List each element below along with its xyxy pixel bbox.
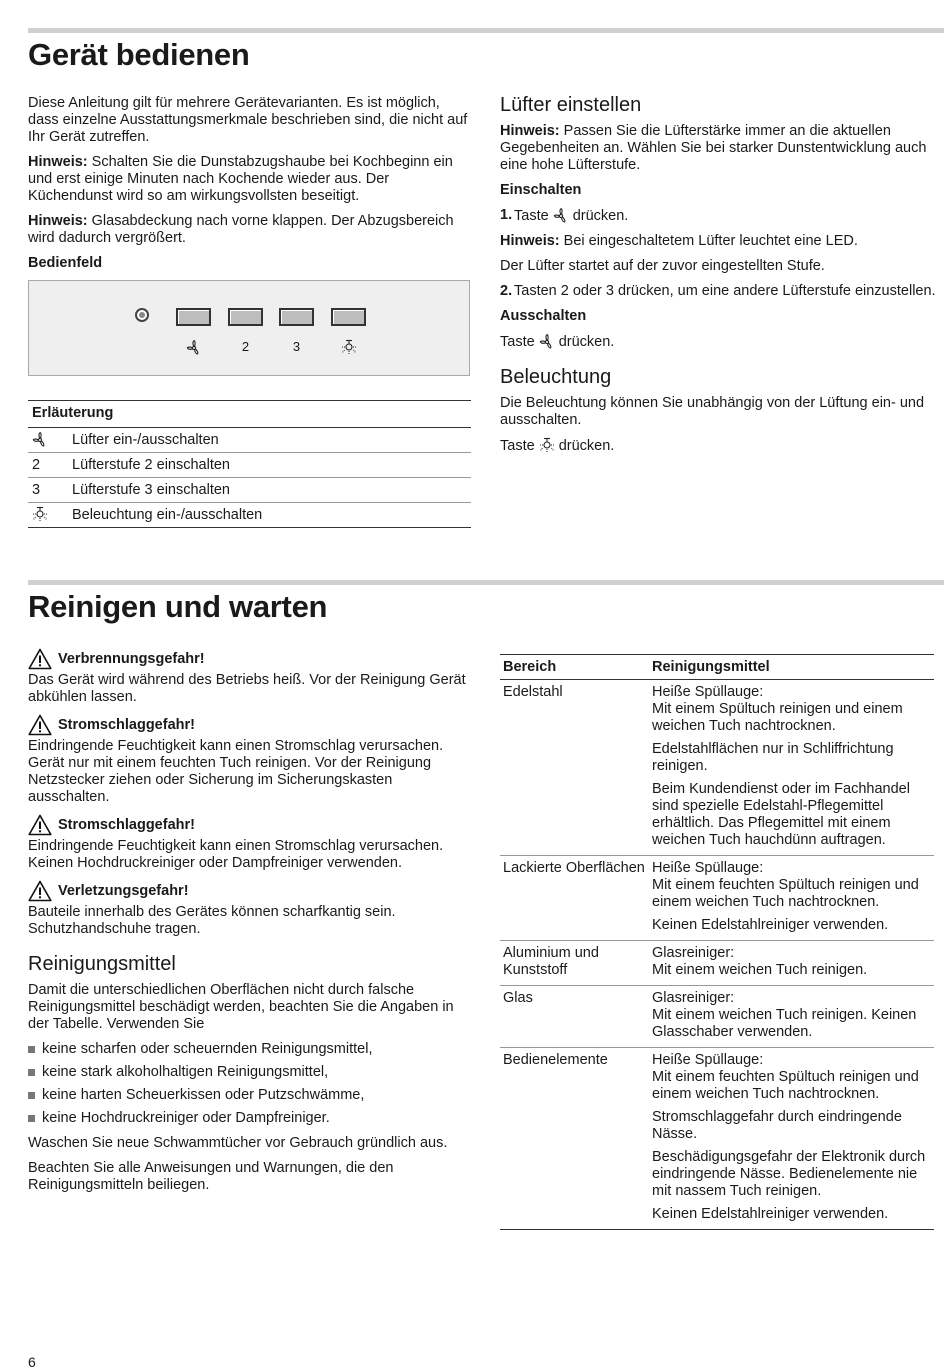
- table-header: Bereich: [500, 655, 649, 680]
- fan-heading: Lüfter einstellen: [500, 94, 642, 116]
- note-label: Hinweis:: [28, 154, 88, 170]
- agent-cell: [649, 1048, 934, 1230]
- level2-button: [228, 308, 263, 326]
- warning-title: Verbrennungsgefahr!: [58, 650, 205, 667]
- table-row: [28, 503, 471, 528]
- agent-text: Heiße Spüllauge: Mit einem feuchten Spültuch reinigen und einem weichen Tuch nachtrocknen.: [652, 860, 919, 910]
- table-row: [28, 453, 471, 478]
- fan-icon: [553, 207, 569, 223]
- panel-heading: Bedienfeld: [28, 255, 103, 271]
- note-paragraph: [500, 233, 936, 250]
- agent-text: Heiße Spüllauge: Mit einem feuchten Spültuch reinigen und einem weichen Tuch nachtrocknen.: [652, 1052, 919, 1102]
- warning-text: Eindringende Feuchtigkeit kann einen Stromschlag verursachen. Keinen Hochdruckreiniger oder Dampfreiniger verwenden.: [28, 838, 444, 871]
- legend-text: Beleuchtung ein-/ausschalten: [68, 503, 471, 528]
- note-text: Schalten Sie die Dunstabzugshaube bei Kochbeginn ein und erst einige Minuten nach Kochende wieder aus. Der Küchendunst wird so am wirkungsvollsten beseitigt.: [28, 154, 453, 204]
- legend-text: Lüfter ein-/ausschalten: [68, 428, 471, 453]
- warning-text: Bauteile innerhalb des Gerätes können scharfkantig sein. Schutzhandschuhe tragen.: [28, 904, 396, 937]
- agent-text: Glasreiniger: Mit einem weichen Tuch reinigen. Keinen Glasschaber verwenden.: [652, 990, 917, 1040]
- agent-text: Edelstahlflächen nur in Schliffrichtung reinigen.: [652, 741, 894, 774]
- right-column: [500, 654, 936, 1230]
- agent-text: Heiße Spüllauge: Mit einem Spültuch reinigen und einem weichen Tuch nachtrocknen.: [652, 684, 903, 734]
- panel-label: 2: [241, 339, 250, 354]
- note-label: Hinweis:: [500, 123, 560, 139]
- area-cell: Glas: [500, 986, 649, 1048]
- warning-block: [28, 880, 473, 938]
- off-text: [500, 333, 936, 351]
- off-heading: Ausschalten: [500, 308, 587, 324]
- table-row: [28, 478, 471, 503]
- sponge-text: Waschen Sie neue Schwammtücher vor Gebrauch gründlich aus.: [28, 1135, 448, 1151]
- step-item: [500, 207, 936, 225]
- fan-button: [176, 308, 211, 326]
- note-label: Hinweis:: [500, 233, 560, 249]
- level3-button: [279, 308, 314, 326]
- note-text: Bei eingeschaltetem Lüfter leuchtet eine LED.: [559, 233, 858, 249]
- light-button: [331, 308, 366, 326]
- table-row: [500, 1048, 934, 1230]
- warning-block: [28, 648, 473, 706]
- section-title: Gerät bedienen: [28, 37, 250, 72]
- legend-table: [28, 400, 471, 528]
- led-indicator: [135, 308, 149, 322]
- step-number: 1.: [500, 207, 513, 223]
- table-row: [500, 856, 934, 941]
- agent-cell: [649, 856, 934, 941]
- agent-cell: [649, 986, 934, 1048]
- area-cell: Bedienelemente: [500, 1048, 649, 1230]
- agent-text: Beschädigungsgefahr der Elektronik durch eindringende Nässe. Bedienelemente nie mit nassem Tuch reinigen.: [652, 1149, 926, 1199]
- light-action-post: drücken.: [554, 438, 615, 454]
- intro-text: Diese Anleitung gilt für mehrere Gerätevarianten. Es ist möglich, dass einzelne Ausstattungsmerkmale beschrieben sind, die nicht auf Ihr Gerät zutreffen.: [28, 95, 468, 145]
- table-row: [500, 680, 934, 856]
- warning-title: Verletzungsgefahr!: [58, 882, 189, 899]
- off-text-post: drücken.: [554, 334, 615, 350]
- agent-text: Keinen Edelstahlreiniger verwenden.: [652, 1206, 889, 1222]
- area-cell: Lackierte Oberflächen: [500, 856, 649, 941]
- light-icon: [539, 437, 555, 453]
- step-text: Tasten 2 oder 3 drücken, um eine andere Lüfterstufe einzustellen.: [514, 283, 936, 299]
- table-row: [500, 941, 934, 986]
- step-number: 2.: [500, 283, 513, 299]
- light-heading: Beleuchtung: [500, 366, 612, 388]
- section-title: Reinigen und warten: [28, 589, 328, 624]
- agents-intro: Damit die unterschiedlichen Oberflächen nicht durch falsche Reinigungsmittel beschädigt werden, beachten Sie die Angaben in der Tabelle. Verwenden Sie: [28, 982, 454, 1032]
- light-text: Die Beleuchtung können Sie unabhängig von der Lüftung ein- und ausschalten.: [500, 395, 925, 428]
- step-text: Taste: [514, 208, 553, 224]
- note-paragraph: [28, 213, 471, 247]
- page-number: 6: [28, 1354, 36, 1370]
- warning-icon: [28, 880, 52, 902]
- agents-heading: Reinigungsmittel: [28, 953, 176, 975]
- warning-block: [28, 814, 473, 872]
- legend-text: Lüfterstufe 3 einschalten: [68, 478, 471, 503]
- warning-icon: [28, 648, 52, 670]
- agent-text: Stromschlaggefahr durch eindringende Nässe.: [652, 1109, 902, 1142]
- fan-icon: [539, 333, 555, 349]
- list-item: keine stark alkoholhaltigen Reinigungsmittel,: [28, 1064, 473, 1081]
- warning-icon: [28, 714, 52, 736]
- left-column: [28, 648, 473, 1202]
- note-text: Passen Sie die Lüfterstärke immer an die aktuellen Gegebenheiten an. Wählen Sie bei starker Dunstentwicklung auch eine hohe Lüfterstufe.: [500, 123, 927, 173]
- step-text: drücken.: [568, 208, 629, 224]
- right-column: [500, 93, 936, 463]
- section-rule: [28, 580, 944, 585]
- note-label: Hinweis:: [28, 213, 88, 229]
- list-item: keine harten Scheuerkissen oder Putzschwämme,: [28, 1087, 473, 1104]
- fan-icon: [28, 428, 68, 453]
- area-cell: Aluminium und Kunststoff: [500, 941, 649, 986]
- light-action: [500, 437, 936, 455]
- area-cell: Edelstahl: [500, 680, 649, 856]
- agent-text: Keinen Edelstahlreiniger verwenden.: [652, 917, 889, 933]
- warning-title: Stromschlaggefahr!: [58, 816, 195, 833]
- warning-title: Stromschlaggefahr!: [58, 716, 195, 733]
- note-paragraph: [28, 154, 471, 205]
- warning-block: [28, 714, 473, 806]
- panel-label: 3: [292, 339, 301, 354]
- agent-text: Beim Kundendienst oder im Fachhandel sind spezielle Edelstahl-Pflegemittel erhältlich. Das Pflegemittel mit einem weichen Tuch hauchdünn auftragen.: [652, 781, 910, 848]
- legend-key: 2: [28, 453, 68, 478]
- left-column: [28, 95, 471, 528]
- table-row: [500, 986, 934, 1048]
- list-item: keine scharfen oder scheuernden Reinigungsmittel,: [28, 1041, 473, 1058]
- table-row: [28, 428, 471, 453]
- warning-text: Das Gerät wird während des Betriebs heiß. Vor der Reinigung Gerät abkühlen lassen.: [28, 672, 466, 705]
- note-paragraph: [500, 123, 936, 174]
- section-rule: [28, 28, 944, 33]
- cleaning-table: [500, 654, 934, 1230]
- list-item: keine Hochdruckreiniger oder Dampfreiniger.: [28, 1110, 473, 1127]
- light-icon: [331, 339, 366, 359]
- warning-text: Eindringende Feuchtigkeit kann einen Stromschlag verursachen. Gerät nur mit einem feuchten Tuch reinigen. Vor der Reinigung Netzstecker ziehen oder Sicherung im Sicherungskasten ausschalten.: [28, 738, 444, 805]
- fan-icon: [176, 339, 211, 359]
- legend-header: Erläuterung: [28, 401, 471, 428]
- control-panel-diagram: [28, 280, 470, 376]
- on-heading: Einschalten: [500, 182, 582, 198]
- agent-cell: [649, 941, 934, 986]
- light-icon: [28, 503, 68, 528]
- light-action-pre: Taste: [500, 438, 539, 454]
- instructions-text: Beachten Sie alle Anweisungen und Warnungen, die den Reinigungsmitteln beiliegen.: [28, 1160, 394, 1193]
- info-text: Der Lüfter startet auf der zuvor eingestellten Stufe.: [500, 258, 825, 274]
- note-text: Glasabdeckung nach vorne klappen. Der Abzugsbereich wird dadurch vergrößert.: [28, 213, 454, 246]
- legend-text: Lüfterstufe 2 einschalten: [68, 453, 471, 478]
- step-item: [500, 283, 936, 300]
- warning-icon: [28, 814, 52, 836]
- table-header: Reinigungsmittel: [649, 655, 934, 680]
- agents-list: [28, 1041, 473, 1127]
- off-text-pre: Taste: [500, 334, 539, 350]
- agent-text: Glasreiniger: Mit einem weichen Tuch reinigen.: [652, 945, 868, 978]
- legend-key: 3: [28, 478, 68, 503]
- agent-cell: [649, 680, 934, 856]
